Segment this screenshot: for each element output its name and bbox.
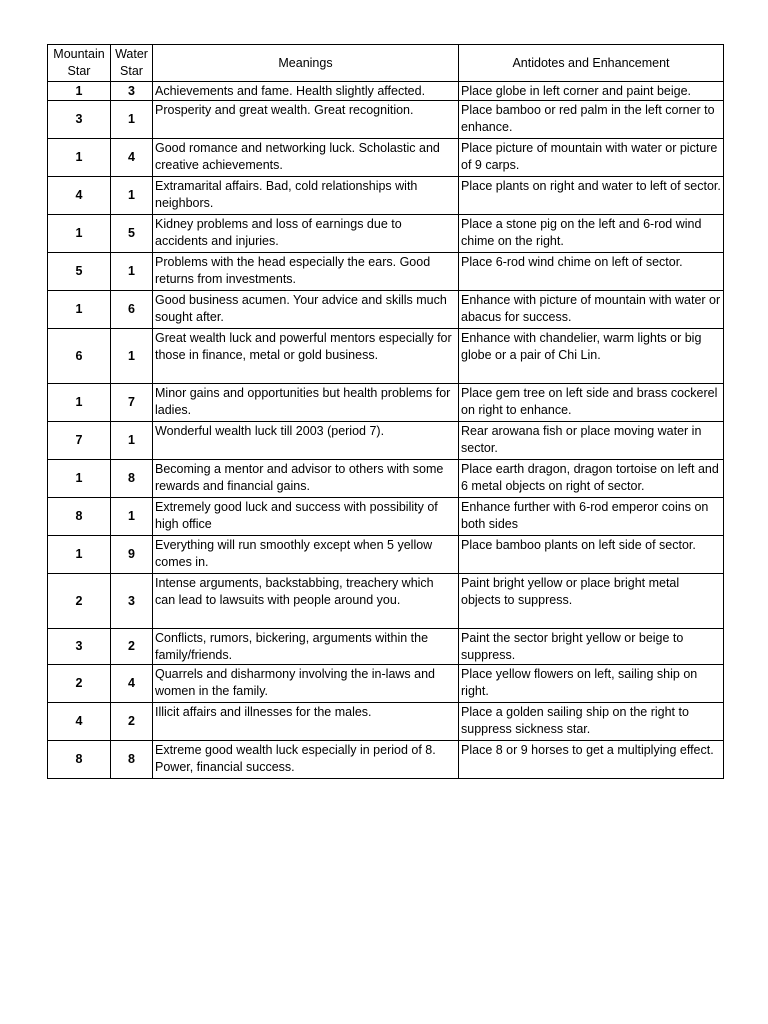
table-row [48,665,724,703]
water-star-cell: 7 [111,384,153,422]
mountain-star-cell: 1 [48,460,111,498]
antidote-cell: Place 6-rod wind chime on left of sector. [459,253,724,291]
water-star-cell: 4 [111,139,153,177]
antidote-cell: Place bamboo or red palm in the left corner to enhance. [459,101,724,139]
meaning-cell: Prosperity and great wealth. Great recognition. [153,101,459,139]
water-star-cell: 6 [111,291,153,329]
meaning-cell: Kidney problems and loss of earnings due to accidents and injuries. [153,215,459,253]
table-row [48,101,724,139]
table-row [48,177,724,215]
header-meanings: Meanings [153,45,459,82]
meaning-cell: Good business acumen. Your advice and skills much sought after. [153,291,459,329]
table-row [48,741,724,779]
mountain-star-cell: 2 [48,665,111,703]
antidote-cell: Place a stone pig on the left and 6-rod wind chime on the right. [459,215,724,253]
header-mountain-star: Mountain Star [48,45,111,82]
mountain-star-cell: 4 [48,177,111,215]
antidote-cell: Enhance further with 6-rod emperor coins on both sides [459,498,724,536]
water-star-cell: 8 [111,460,153,498]
table-row [48,574,724,629]
antidote-cell: Place plants on right and water to left of sector. [459,177,724,215]
table-row [48,498,724,536]
antidote-cell: Paint bright yellow or place bright metal objects to suppress. [459,574,724,629]
table-body [48,82,724,779]
mountain-star-cell: 7 [48,422,111,460]
antidote-cell: Enhance with chandelier, warm lights or big globe or a pair of Chi Lin. [459,329,724,384]
antidote-cell: Rear arowana fish or place moving water in sector. [459,422,724,460]
table-row [48,422,724,460]
meaning-cell: Wonderful wealth luck till 2003 (period 7). [153,422,459,460]
antidote-cell: Place globe in left corner and paint beige. [459,82,724,101]
mountain-star-cell: 8 [48,498,111,536]
water-star-cell: 3 [111,82,153,101]
meaning-cell: Becoming a mentor and advisor to others with some rewards and financial gains. [153,460,459,498]
meaning-cell: Minor gains and opportunities but health problems for ladies. [153,384,459,422]
table-row [48,291,724,329]
table-row [48,215,724,253]
meaning-cell: Extremely good luck and success with possibility of high office [153,498,459,536]
meaning-cell: Quarrels and disharmony involving the in-laws and women in the family. [153,665,459,703]
meaning-cell: Good romance and networking luck. Scholastic and creative achievements. [153,139,459,177]
table-row [48,82,724,101]
table-row [48,139,724,177]
table-row [48,384,724,422]
mountain-star-cell: 5 [48,253,111,291]
antidote-cell: Place 8 or 9 horses to get a multiplying effect. [459,741,724,779]
mountain-star-cell: 1 [48,215,111,253]
water-star-cell: 3 [111,574,153,629]
antidote-cell: Place gem tree on left side and brass cockerel on right to enhance. [459,384,724,422]
mountain-star-cell: 6 [48,329,111,384]
header-water-star: Water Star [111,45,153,82]
mountain-star-cell: 1 [48,291,111,329]
meaning-cell: Intense arguments, backstabbing, treachery which can lead to lawsuits with people around you. [153,574,459,629]
antidote-cell: Place bamboo plants on left side of sector. [459,536,724,574]
water-star-cell: 1 [111,498,153,536]
mountain-star-cell: 3 [48,101,111,139]
water-star-cell: 8 [111,741,153,779]
table-row [48,703,724,741]
mountain-star-cell: 3 [48,629,111,665]
table-row [48,629,724,665]
meaning-cell: Everything will run smoothly except when 5 yellow comes in. [153,536,459,574]
table-row [48,460,724,498]
mountain-star-cell: 1 [48,82,111,101]
table-header-row [48,45,724,82]
meaning-cell: Extramarital affairs. Bad, cold relationships with neighbors. [153,177,459,215]
water-star-cell: 1 [111,253,153,291]
header-antidotes: Antidotes and Enhancement [459,45,724,82]
water-star-cell: 9 [111,536,153,574]
water-star-cell: 1 [111,101,153,139]
water-star-cell: 1 [111,422,153,460]
water-star-cell: 2 [111,629,153,665]
antidote-cell: Place yellow flowers on left, sailing ship on right. [459,665,724,703]
mountain-star-cell: 1 [48,139,111,177]
water-star-cell: 1 [111,177,153,215]
antidote-cell: Place earth dragon, dragon tortoise on left and 6 metal objects on right of sector. [459,460,724,498]
table-row [48,536,724,574]
mountain-star-cell: 4 [48,703,111,741]
meaning-cell: Problems with the head especially the ears. Good returns from investments. [153,253,459,291]
meaning-cell: Extreme good wealth luck especially in period of 8. Power, financial success. [153,741,459,779]
meaning-cell: Illicit affairs and illnesses for the males. [153,703,459,741]
water-star-cell: 5 [111,215,153,253]
mountain-star-cell: 2 [48,574,111,629]
water-star-cell: 2 [111,703,153,741]
antidote-cell: Place picture of mountain with water or picture of 9 carps. [459,139,724,177]
antidote-cell: Place a golden sailing ship on the right to suppress sickness star. [459,703,724,741]
mountain-star-cell: 1 [48,536,111,574]
antidote-cell: Enhance with picture of mountain with water or abacus for success. [459,291,724,329]
mountain-star-cell: 8 [48,741,111,779]
water-star-cell: 1 [111,329,153,384]
meaning-cell: Conflicts, rumors, bickering, arguments within the family/friends. [153,629,459,665]
table-row [48,329,724,384]
water-star-cell: 4 [111,665,153,703]
table-row [48,253,724,291]
mountain-star-cell: 1 [48,384,111,422]
feng-shui-star-table [47,44,724,779]
antidote-cell: Paint the sector bright yellow or beige to suppress. [459,629,724,665]
meaning-cell: Achievements and fame. Health slightly affected. [153,82,459,101]
meaning-cell: Great wealth luck and powerful mentors especially for those in finance, metal or gold business. [153,329,459,384]
